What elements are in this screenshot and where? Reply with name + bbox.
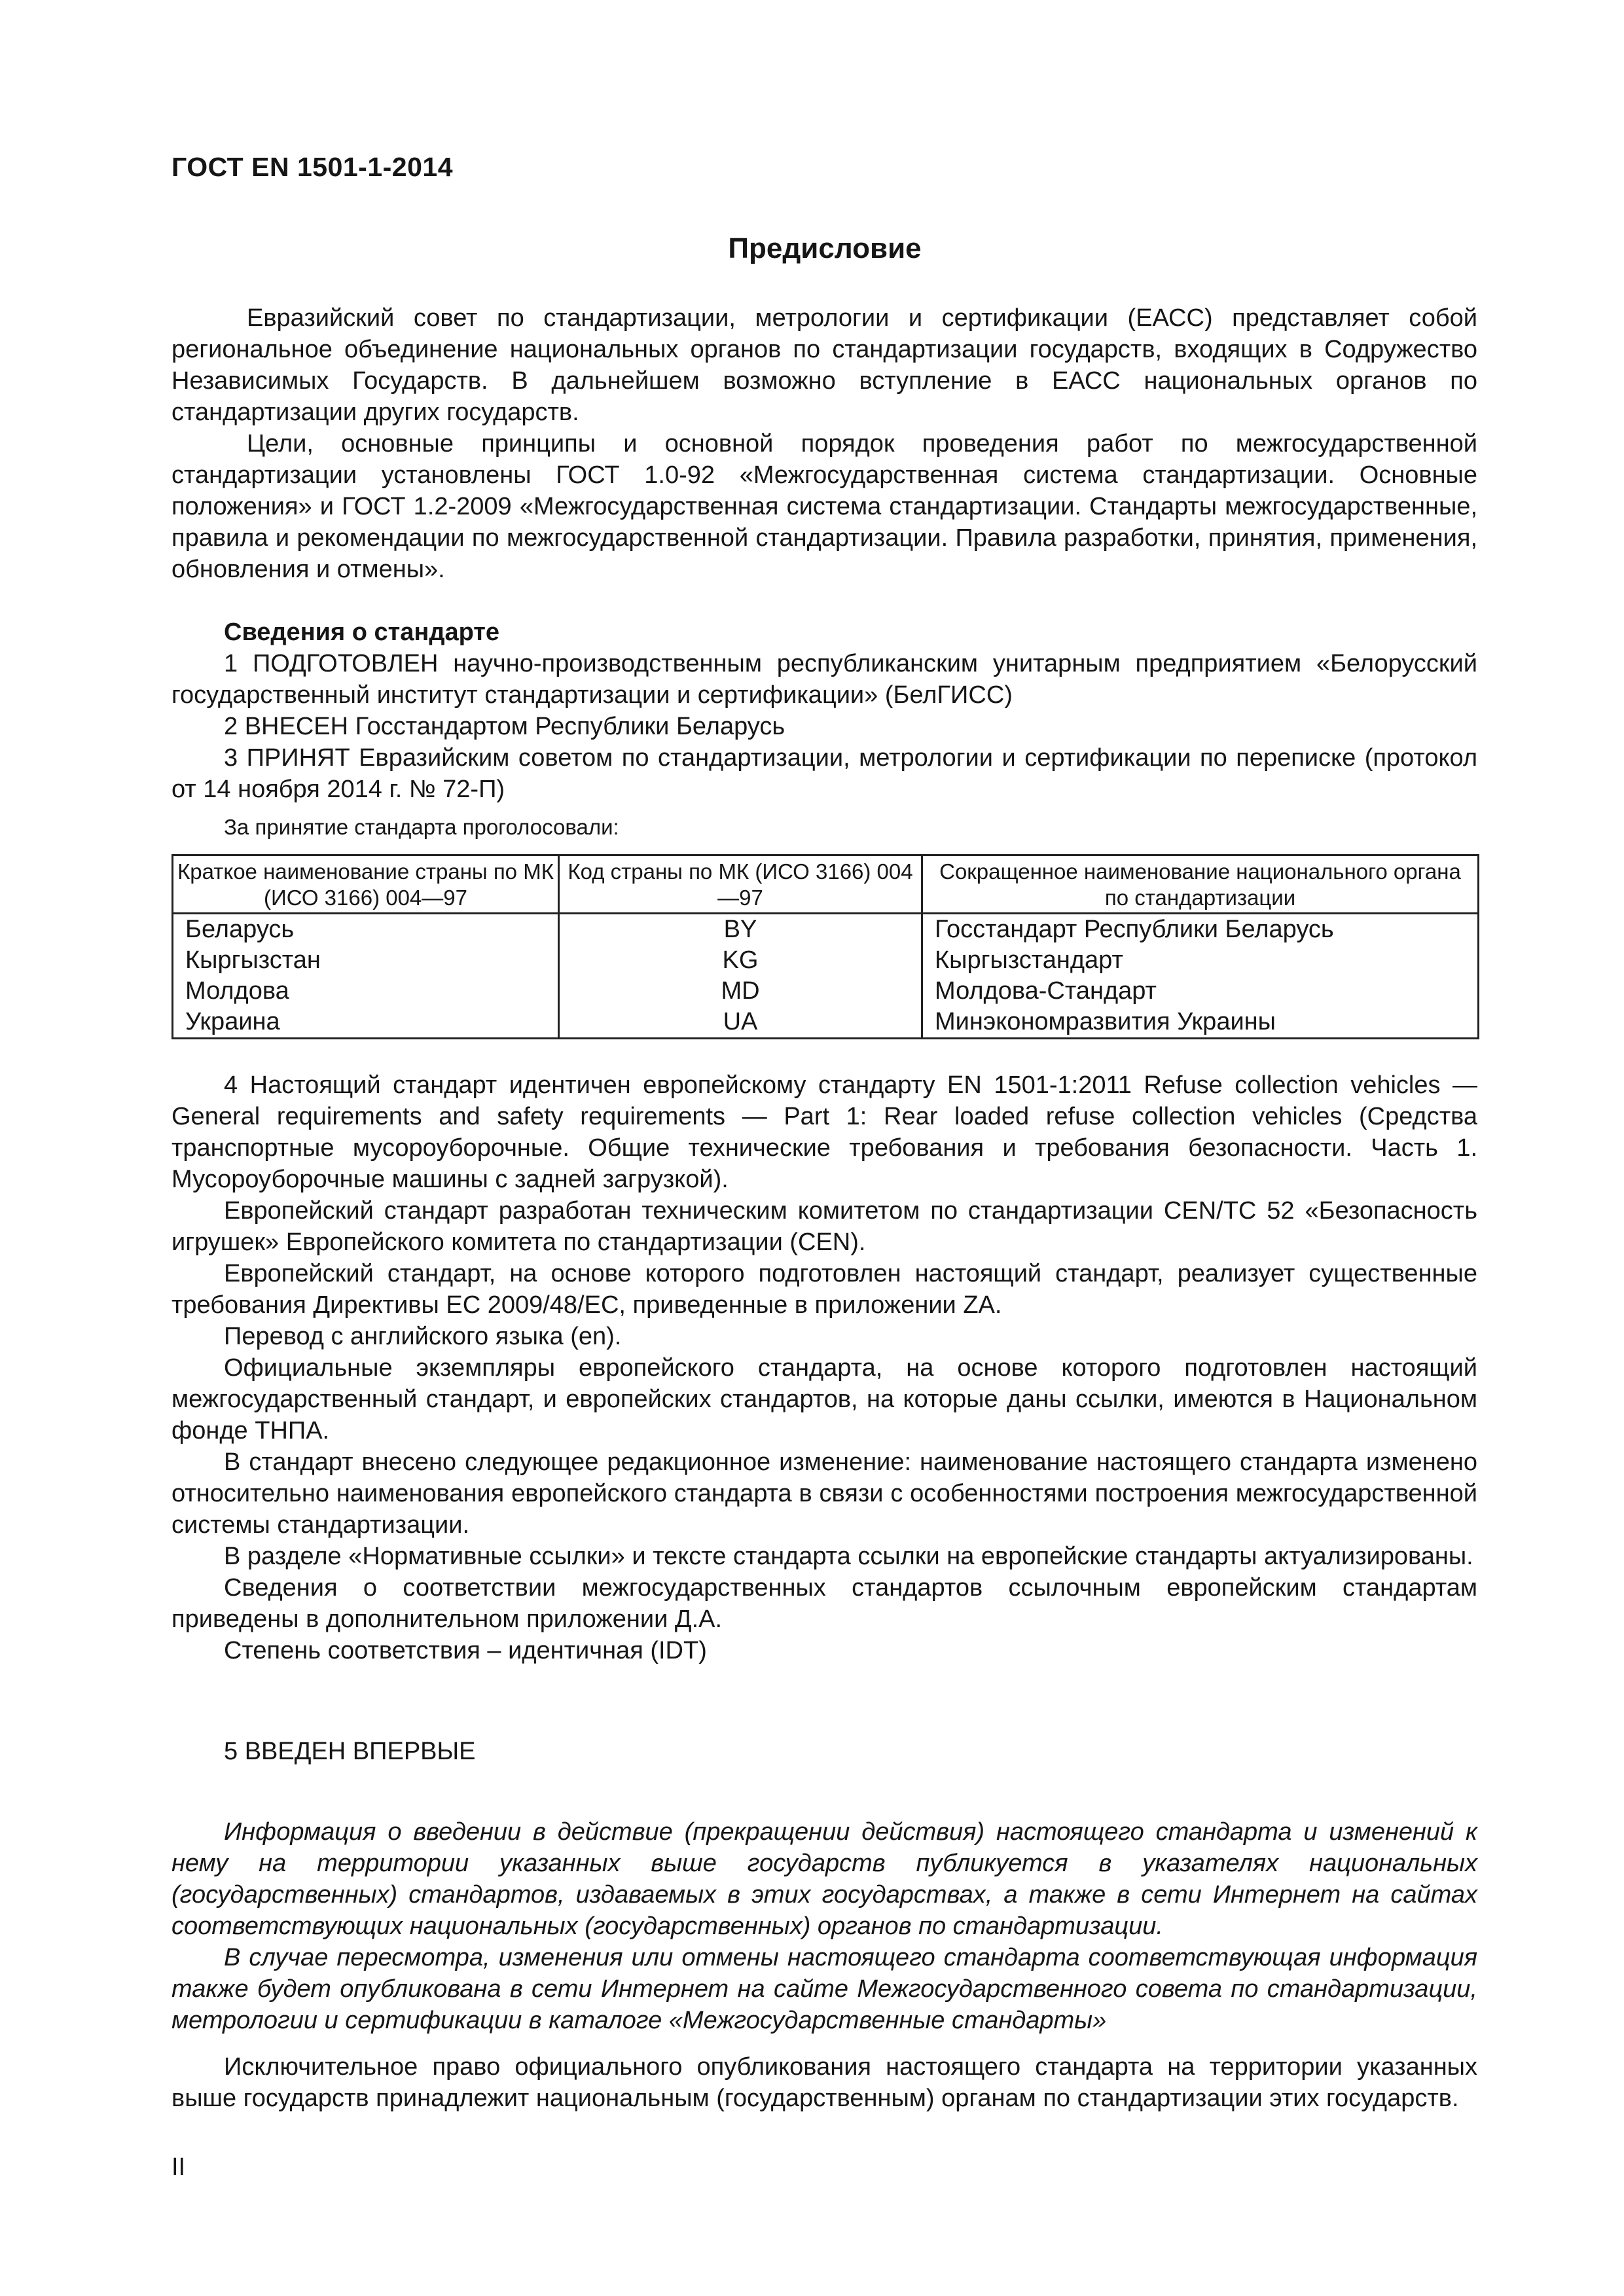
cell-code: KG [559,945,922,976]
standard-info-heading: Сведения о стандарте [224,619,500,646]
table-row [173,976,1479,1007]
table-header-row [173,855,1479,914]
cell-code: MD [559,976,922,1007]
table-row [173,945,1479,976]
intro-paragraph-1: Евразийский совет по стандартизации, метрологии и сертификации (ЕАСС) представляет собой региональное объединение национальных органов по стандартизации государств, входящих в Содружество Независимых Государств. В дальнейшем возможно вступление в ЕАСС национальных органов по стандартизации других государств. [171,304,1477,426]
info-item-prepared: 1 ПОДГОТОВЛЕН научно-производственным республиканским унитарным предприятием «Белорусский государственный институт стандартизации и сертификации» (БелГИСС) [171,650,1477,709]
info-item-adopted: 3 ПРИНЯТ Евразийским советом по стандартизации, метрологии и сертификации по переписке (протокол от 14 ноября 2014 г. № 72-П) [171,744,1477,803]
section4-paragraph-1: 4 Настоящий стандарт идентичен европейскому стандарту EN 1501-1:2011 Refuse collection vehicles — General requirements and safety requirements — Part 1: Rear loaded refuse collection vehicles (Средства транспортные мусороуборочные. Общие технические требования и требования безопасности. Часть 1. Мусороуборочные машины с задней загрузкой). [171,1071,1477,1193]
table-header-country: Краткое наименование страны по МК (ИСО 3166) 004—97 [173,855,559,914]
table-header-body: Сокращенное наименование национального органа по стандартизации [922,855,1479,914]
notice-paragraph-1: Информация о введении в действие (прекращении действия) настоящего стандарта и изменений к нему на территории указанных выше государств публикуется в указателях национальных (государственных) стандартов, издаваемых в этих государствах, а также в сети Интернет на сайтах соответствующих национальных (государственных) органов по стандартизации. [171,1818,1477,1940]
section5-text: 5 ВВЕДЕН ВПЕРВЫЕ [224,1738,476,1765]
table-row [173,1007,1479,1039]
notice-section [171,1816,1477,2036]
section-4 [171,1069,1477,1666]
cell-country: Беларусь [173,914,559,946]
table-row [173,914,1479,946]
standard-info-section [171,617,1477,842]
intro-paragraph-2: Цели, основные принципы и основной порядок проведения работ по межгосударственной стандартизации установлены ГОСТ 1.0-92 «Межгосударственная система стандартизации. Основные положения» и ГОСТ 1.2-2009 «Межгосударственная система стандартизации. Стандарты межгосударственные, правила и рекомендации по межгосударственной стандартизации. Правила разработки, принятия, применения, обновления и отмены». [171,430,1477,583]
cell-country: Кыргызстан [173,945,559,976]
cell-body: Молдова-Стандарт [922,976,1479,1007]
cell-country: Украина [173,1007,559,1039]
document-code: ГОСТ EN 1501-1-2014 [171,152,453,182]
cell-body: Кыргызстандарт [922,945,1479,976]
voting-countries-table [171,854,1479,1039]
section4-paragraph-4: Перевод с английского языка (en). [224,1323,622,1350]
cell-body: Минэкономразвития Украины [922,1007,1479,1039]
section4-paragraph-9: Степень соответствия – идентичная (IDT) [224,1637,707,1664]
section4-paragraph-6: В стандарт внесено следующее редакционное изменение: наименование настоящего стандарта изменено относительно наименования европейского стандарта в связи с особенностями построения межгосударственной системы стандартизации. [171,1448,1477,1539]
section4-paragraph-8: Сведения о соответствии межгосударственных стандартов ссылочным европейским стандартам приведены в дополнительном приложении Д.А. [171,1574,1477,1633]
cell-body: Госстандарт Республики Беларусь [922,914,1479,946]
voted-label: За принятие стандарта проголосовали: [224,815,619,839]
rights-section [171,2051,1477,2114]
section-5 [171,1736,1477,1767]
info-item-submitted: 2 ВНЕСЕН Госстандартом Республики Беларусь [224,713,785,740]
page-number: II [171,2153,186,2181]
notice-paragraph-2: В случае пересмотра, изменения или отмены настоящего стандарта соответствующая информация также будет опубликована в сети Интернет на сайте Межгосударственного совета по стандартизации, метрологии и сертификации в каталоге «Межгосударственные стандарты» [171,1944,1477,2034]
section4-paragraph-2: Европейский стандарт разработан техническим комитетом по стандартизации CEN/TC 52 «Безопасность игрушек» Европейского комитета по стандартизации (CEN). [171,1197,1477,1256]
cell-country: Молдова [173,976,559,1007]
section4-paragraph-5: Официальные экземпляры европейского стандарта, на основе которого подготовлен настоящий межгосударственный стандарт, и европейских стандартов, на которые даны ссылки, имеются в Национальном фонде ТНПА. [171,1354,1477,1444]
section4-paragraph-3: Европейский стандарт, на основе которого подготовлен настоящий стандарт, реализует существенные требования Директивы ЕС 2009/48/EC, приведенные в приложении ZA. [171,1260,1477,1319]
cell-code: UA [559,1007,922,1039]
intro-section [171,302,1477,585]
page-title: Предисловие [728,232,922,264]
rights-paragraph: Исключительное право официального опубликования настоящего стандарта на территории указанных выше государств принадлежит национальным (государственным) органам по стандартизации этих государств. [171,2053,1477,2112]
cell-code: BY [559,914,922,946]
section4-paragraph-7: В разделе «Нормативные ссылки» и тексте стандарта ссылки на европейские стандарты актуализированы. [224,1543,1473,1570]
table-header-code: Код страны по МК (ИСО 3166) 004—97 [559,855,922,914]
